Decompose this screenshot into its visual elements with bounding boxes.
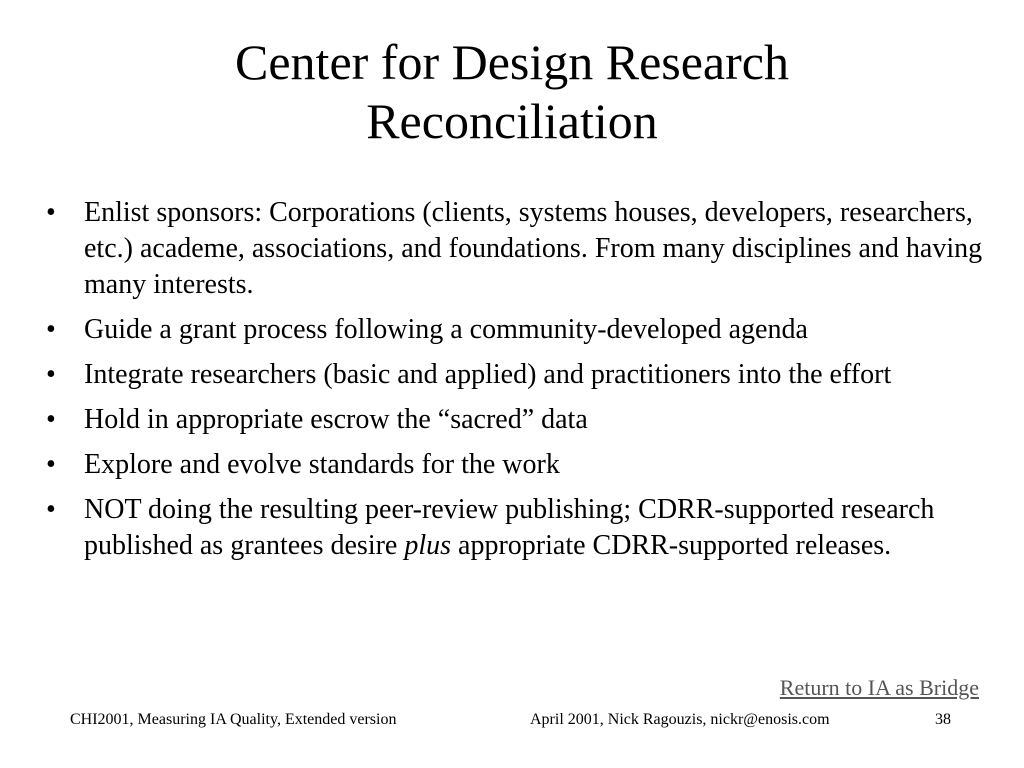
bullet-text: Explore and evolve standards for the work [84,449,560,480]
bullet-icon: • [46,314,56,345]
bullet-icon: • [46,449,56,480]
bullet-icon: • [46,404,56,435]
bullet-text: Enlist sponsors: Corporations (clients, systems houses, developers, researchers, etc.) academe, associations, and foundations. From many disciplines and having many interests. [84,197,983,300]
footer-author: April 2001, Nick Ragouzis, nickr@enosis.com [530,711,830,728]
bullet-text-part: NOT doing the resulting peer-review publishing; CDRR-supported research published as grantees desire [84,494,935,561]
bullet-text: Hold in appropriate escrow the “sacred” data [84,404,588,435]
page-number: 38 [935,711,951,728]
slide-title-line-1: Center for Design Research [235,34,789,90]
bullet-text-italic: plus [404,530,452,561]
bullet-text [84,494,934,561]
footer-conference: CHI2001, Measuring IA Quality, Extended version [70,711,397,728]
bullet-item [44,357,984,393]
bullet-list [44,195,984,573]
slide-title [0,33,1024,151]
bullet-item [44,195,984,303]
bullet-item [44,492,984,564]
bullet-icon: • [46,494,56,525]
bullet-text-part: appropriate CDRR-supported releases. [451,530,892,561]
bullet-item [44,312,984,348]
slide-title-line-2: Reconciliation [366,93,658,149]
bullet-text: Guide a grant process following a community-developed agenda [84,314,808,345]
bullet-text: Integrate researchers (basic and applied) and practitioners into the effort [84,359,892,390]
bullet-item [44,447,984,483]
bullet-icon: • [46,359,56,390]
return-to-ia-as-bridge-link[interactable]: Return to IA as Bridge [779,675,979,700]
bullet-item [44,402,984,438]
bullet-icon: • [46,197,56,228]
